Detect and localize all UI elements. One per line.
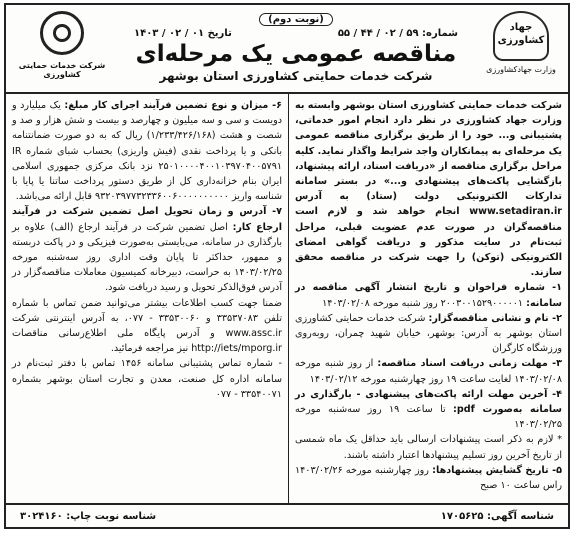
- contact-paragraph: ضمنا جهت کسب اطلاعات بیشتر می‌توانید ضمن تماس با شماره تلفن ۳۳۵۳۷۰۸۳ و ۳۳۵۳۰۰۶۰ - ۰۷۷، به آدرس اینترنتی شرکت www.assc.ir و آدرس پایگاه ملی اطلاع‌رسانی مناقصات http://iets/mporg.ir نیز مراجعه فرمائید.: [12, 297, 282, 355]
- left-column: [6, 94, 288, 503]
- page-subtitle: شرکت خدمات حمایتی کشاورزی استان بوشهر: [159, 69, 433, 83]
- print-id: شناسه نوبت چاپ: ۳۰۲۴۱۶۰: [20, 510, 157, 522]
- section-3-title: ۳- مهلت زمانی دریافت اسناد مناقصه:: [377, 358, 562, 370]
- section-6-body: یک میلیارد و دویست و سی و سه میلیون و چهارصد و بیست و شش هزار و صد و شصت و هشت (۱/۲۳۳/۴۲۶/۱۶۸) ریال که به دو صورت ضمانتنامه بانکی و یا پرداخت نقدی (فیش واریزی) بحساب شبای شماره IR ۲۵۰۱۰۰۰۰۴۰۰۱۰۳۹۷۰۴۰۰۵۷۹۱ نزد بانک مرکزی جمهوری اسلامی ایران بنام خزانه‌داری کل از طریق دستور پرداخت ساتنا یا پایا با شناسه واریز ۹۳۲۰۳۹۷۷۳۲۳۳۶۰۰۶۰۰۰۰۰۰۰۰۰۰ قابل ارائه می‌باشد.: [12, 100, 283, 203]
- round-badge: (نوبت دوم): [259, 13, 333, 26]
- notice-body: [6, 94, 568, 503]
- section-1-title: ۱- شماره فراخوان و تاریخ انتشار آگهی مناقصه در سامانه:: [295, 282, 562, 309]
- section-2-title: ۲- نام و نشانی مناقصه‌گزار:: [428, 312, 562, 324]
- company-caption: شرکت خدمات حمایتی کشاورزی: [18, 61, 106, 79]
- section-3-body: از روز شنبه مورخه ۱۴۰۳/۰۲/۰۸ لغایت ساعت ۱۹ روز چهارشنبه مورخه ۱۴۰۳/۰۲/۱۲: [295, 358, 562, 385]
- section-5-body: روز چهارشنبه مورخه ۱۴۰۳/۰۲/۲۶ راس ساعت ۱۰ صبح: [295, 464, 562, 492]
- title-block: [116, 7, 476, 83]
- section-4-title: ۴- آخرین مهلت ارائه پاکت‌های پیشنهادی - بارگذاری در سامانه به‌صورت pdf:: [295, 388, 562, 416]
- section-2-body: شرکت خدمات حمایتی کشاورزی استان بوشهر به آدرس: بوشهر، خیابان شهید چمران، روبه‌روی ورزشگاه کارگران: [295, 312, 562, 355]
- notice-header: [6, 5, 568, 91]
- support-paragraph: - شماره تماس پشتیبانی سامانه ۱۴۵۶ تماس با دفتر ثبت‌نام در سامانه اداره کل صنعت، معدن و تجارت استان بوشهر بشماره ۳۳۵۴۰۰۷۱ - ۰۷۷: [12, 358, 282, 400]
- company-logo: [16, 11, 108, 85]
- section-7-body: اصل تضمین شرکت در فرآیند ارجاع (الف) علاوه بر بارگذاری در سامانه، می‌بایستی به‌صورت فیزیکی و در پاکت دربسته و ممهور، حداکثر تا پایان وقت اداری روز سه‌شنبه مورخه ۱۴۰۳/۰۲/۲۵ به حراست، دبیرخانه کمیسیون معاملات مناقصه‌گزار در آدرس فوق‌الذکر تحویل و رسید دریافت شود.: [12, 221, 282, 294]
- section-6-title: ۶- میزان و نوع تضمین فرآیند اجرای کار مبلغ:: [64, 100, 282, 111]
- ad-id: شناسه آگهی: ۱۷۰۵۶۲۵: [440, 510, 554, 522]
- ministry-logo: [482, 11, 560, 85]
- notice-footer: [6, 503, 568, 527]
- notice-number: شماره: ۵۹ / ۰۲ / ۴۴ / ۵۵: [337, 28, 458, 39]
- notice-date: تاریخ ۰۱ / ۰۲ / ۱۴۰۳: [134, 28, 232, 39]
- intro-paragraph: شرکت خدمات حمایتی کشاورزی استان بوشهر وابسته به وزارت جهاد کشاورزی در نظر دارد انجام امور خدماتی، پشتیبانی و... خود را از طریق برگزاری مناقصه عمومی یک مرحله‌ای به پیمانکاران واجد شرایط واگذار نماید. کلیه مراحل برگزاری مناقصه از «دریافت اسناد، ارائه پیشنهاد، بازگشایی پاکت‌های پیشنهادی و...» در بستر سامانه تدارکات الکترونیکی دولت (ستاد) به آدرس www.setadiran.ir انجام خواهد شد و لازم است مناقصه‌گران در صورت عدم عضویت قبلی، مراحل ثبت‌نام در سایت مذکور و دریافت گواهی امضای الکترونیکی (توکن) را جهت شرکت در مناقصه محقق سازند.: [295, 100, 562, 279]
- jihad-emblem-icon: جهاد کشاورزی: [493, 11, 549, 61]
- section-7-title: ۷- آدرس و زمان تحویل اصل تضمین شرکت در فرآیند ارجاع کار:: [12, 206, 282, 233]
- meta-line: [116, 28, 476, 39]
- tender-notice: [4, 3, 570, 529]
- company-emblem-icon: [40, 11, 84, 55]
- right-column: [288, 94, 568, 503]
- section-5-title: ۵- تاریخ گشایش پیشنهادها:: [432, 464, 562, 476]
- section-4-note: * لازم به ذکر است پیشنهادات ارسالی باید حداقل یک ماه شمسی از تاریخ آخرین روز تسلیم پیشنهادها اعتبار داشته باشند.: [295, 434, 562, 461]
- section-1-body: ۲۰۰۳۰۰۱۵۲۹۰۰۰۰۰۱ روز شنبه مورخه ۱۴۰۳/۰۲/۰۸: [322, 297, 524, 309]
- section-4-body: تا ساعت ۱۹ روز سه‌شنبه مورخه ۱۴۰۳/۰۲/۲۵: [295, 404, 562, 431]
- ministry-caption: وزارت جهادکشاورزی: [486, 65, 556, 74]
- page-title: مناقصه عمومی یک مرحله‌ای: [135, 41, 457, 67]
